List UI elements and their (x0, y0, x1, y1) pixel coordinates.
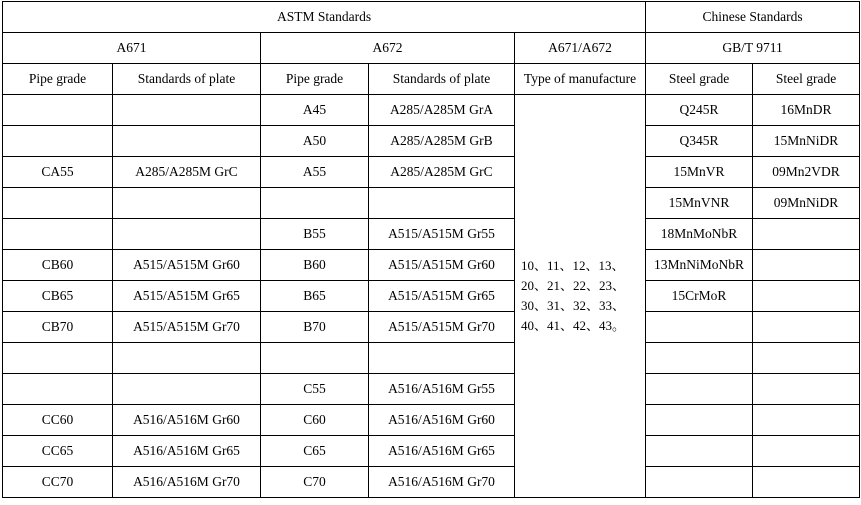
gb-steel-grade-2-cell (753, 250, 860, 281)
a671-plate-cell: A515/A515M Gr60 (113, 250, 261, 281)
table-row (3, 343, 860, 374)
a672-grade-cell: B60 (261, 250, 369, 281)
a671-plate-cell (113, 219, 261, 250)
a672-plate-cell (369, 343, 515, 374)
gb-steel-grade-2-cell (753, 374, 860, 405)
col-type-of-manufacture: Type of manufacture (515, 64, 646, 95)
gb-steel-grade-1-cell: 13MnNiMoNbR (646, 250, 753, 281)
gb-steel-grade-2-cell (753, 343, 860, 374)
gb-steel-grade-1-cell (646, 343, 753, 374)
a671-grade-cell: CB70 (3, 312, 113, 343)
a671-grade-cell: CB65 (3, 281, 113, 312)
gb-steel-grade-1-cell (646, 312, 753, 343)
manufacture-types-line: 40、41、42、43。 (521, 318, 626, 333)
a672-plate-cell: A516/A516M Gr55 (369, 374, 515, 405)
a672-plate-cell: A515/A515M Gr65 (369, 281, 515, 312)
a671-grade-cell: CC65 (3, 436, 113, 467)
a671-grade-cell: CC60 (3, 405, 113, 436)
a672-grade-cell: A45 (261, 95, 369, 126)
table-row (3, 250, 860, 281)
gbt-9711-header: GB/T 9711 (646, 33, 860, 64)
a671-plate-cell (113, 126, 261, 157)
col-plate-a671: Standards of plate (113, 64, 261, 95)
a671-grade-cell (3, 188, 113, 219)
table-row (3, 436, 860, 467)
header-row-1 (3, 2, 860, 33)
standards-table (2, 1, 860, 498)
a671-grade-cell (3, 374, 113, 405)
table-row (3, 312, 860, 343)
a671-grade-cell (3, 95, 113, 126)
table-row (3, 405, 860, 436)
a671-plate-cell: A515/A515M Gr70 (113, 312, 261, 343)
gb-steel-grade-1-cell (646, 405, 753, 436)
col-pipe-grade-a672: Pipe grade (261, 64, 369, 95)
table-row (3, 188, 860, 219)
manufacture-types-cell (515, 95, 646, 498)
manufacture-types-line: 20、21、22、23、 (521, 278, 626, 293)
gb-steel-grade-2-cell (753, 405, 860, 436)
a671-header: A671 (3, 33, 261, 64)
a672-grade-cell (261, 188, 369, 219)
gb-steel-grade-2-cell: 16MnDR (753, 95, 860, 126)
manufacture-types-line: 30、31、32、33、 (521, 298, 626, 313)
a671-plate-cell: A516/A516M Gr60 (113, 405, 261, 436)
gb-steel-grade-2-cell (753, 467, 860, 498)
header-row-2 (3, 33, 860, 64)
a672-plate-cell: A516/A516M Gr65 (369, 436, 515, 467)
a671-plate-cell (113, 95, 261, 126)
a672-grade-cell: A50 (261, 126, 369, 157)
a672-grade-cell: B70 (261, 312, 369, 343)
a672-grade-cell: B55 (261, 219, 369, 250)
a672-plate-cell: A285/A285M GrC (369, 157, 515, 188)
gb-steel-grade-2-cell: 09Mn2VDR (753, 157, 860, 188)
a671-plate-cell: A516/A516M Gr70 (113, 467, 261, 498)
a671-grade-cell (3, 219, 113, 250)
a672-grade-cell: C70 (261, 467, 369, 498)
col-plate-a672: Standards of plate (369, 64, 515, 95)
table-row (3, 281, 860, 312)
a671-plate-cell (113, 343, 261, 374)
gb-steel-grade-2-cell (753, 436, 860, 467)
a672-grade-cell: B65 (261, 281, 369, 312)
header-row-3 (3, 64, 860, 95)
a671-grade-cell: CB60 (3, 250, 113, 281)
gb-steel-grade-1-cell: 15CrMoR (646, 281, 753, 312)
col-pipe-grade-a671: Pipe grade (3, 64, 113, 95)
a672-plate-cell: A285/A285M GrB (369, 126, 515, 157)
table-row (3, 374, 860, 405)
table-row (3, 95, 860, 126)
a671-grade-cell (3, 126, 113, 157)
gb-steel-grade-2-cell: 15MnNiDR (753, 126, 860, 157)
a671-plate-cell (113, 188, 261, 219)
col-steel-grade-1: Steel grade (646, 64, 753, 95)
astm-standards-header: ASTM Standards (3, 2, 646, 33)
a672-plate-cell: A515/A515M Gr60 (369, 250, 515, 281)
gb-steel-grade-2-cell (753, 219, 860, 250)
gb-steel-grade-1-cell: 15MnVNR (646, 188, 753, 219)
a672-grade-cell: A55 (261, 157, 369, 188)
a672-plate-cell (369, 188, 515, 219)
a672-plate-cell: A285/A285M GrA (369, 95, 515, 126)
a671-plate-cell (113, 374, 261, 405)
table-row (3, 467, 860, 498)
a671-plate-cell: A285/A285M GrC (113, 157, 261, 188)
a672-grade-cell: C65 (261, 436, 369, 467)
a671-grade-cell (3, 343, 113, 374)
a672-plate-cell: A516/A516M Gr60 (369, 405, 515, 436)
table-row (3, 126, 860, 157)
gb-steel-grade-2-cell (753, 281, 860, 312)
a672-plate-cell: A515/A515M Gr70 (369, 312, 515, 343)
gb-steel-grade-2-cell: 09MnNiDR (753, 188, 860, 219)
manufacture-types-line: 10、11、12、13、 (521, 258, 625, 273)
a671-plate-cell: A516/A516M Gr65 (113, 436, 261, 467)
gb-steel-grade-2-cell (753, 312, 860, 343)
a672-grade-cell: C60 (261, 405, 369, 436)
gb-steel-grade-1-cell (646, 436, 753, 467)
gb-steel-grade-1-cell: Q345R (646, 126, 753, 157)
gb-steel-grade-1-cell (646, 467, 753, 498)
a672-header: A672 (261, 33, 515, 64)
gb-steel-grade-1-cell (646, 374, 753, 405)
chinese-standards-header: Chinese Standards (646, 2, 860, 33)
a671-grade-cell: CC70 (3, 467, 113, 498)
a671-a672-header: A671/A672 (515, 33, 646, 64)
table-row (3, 157, 860, 188)
a672-grade-cell: C55 (261, 374, 369, 405)
gb-steel-grade-1-cell: 18MnMoNbR (646, 219, 753, 250)
col-steel-grade-2: Steel grade (753, 64, 860, 95)
gb-steel-grade-1-cell: Q245R (646, 95, 753, 126)
table-row (3, 219, 860, 250)
gb-steel-grade-1-cell: 15MnVR (646, 157, 753, 188)
a672-plate-cell: A515/A515M Gr55 (369, 219, 515, 250)
a672-grade-cell (261, 343, 369, 374)
a672-plate-cell: A516/A516M Gr70 (369, 467, 515, 498)
a671-plate-cell: A515/A515M Gr65 (113, 281, 261, 312)
a671-grade-cell: CA55 (3, 157, 113, 188)
